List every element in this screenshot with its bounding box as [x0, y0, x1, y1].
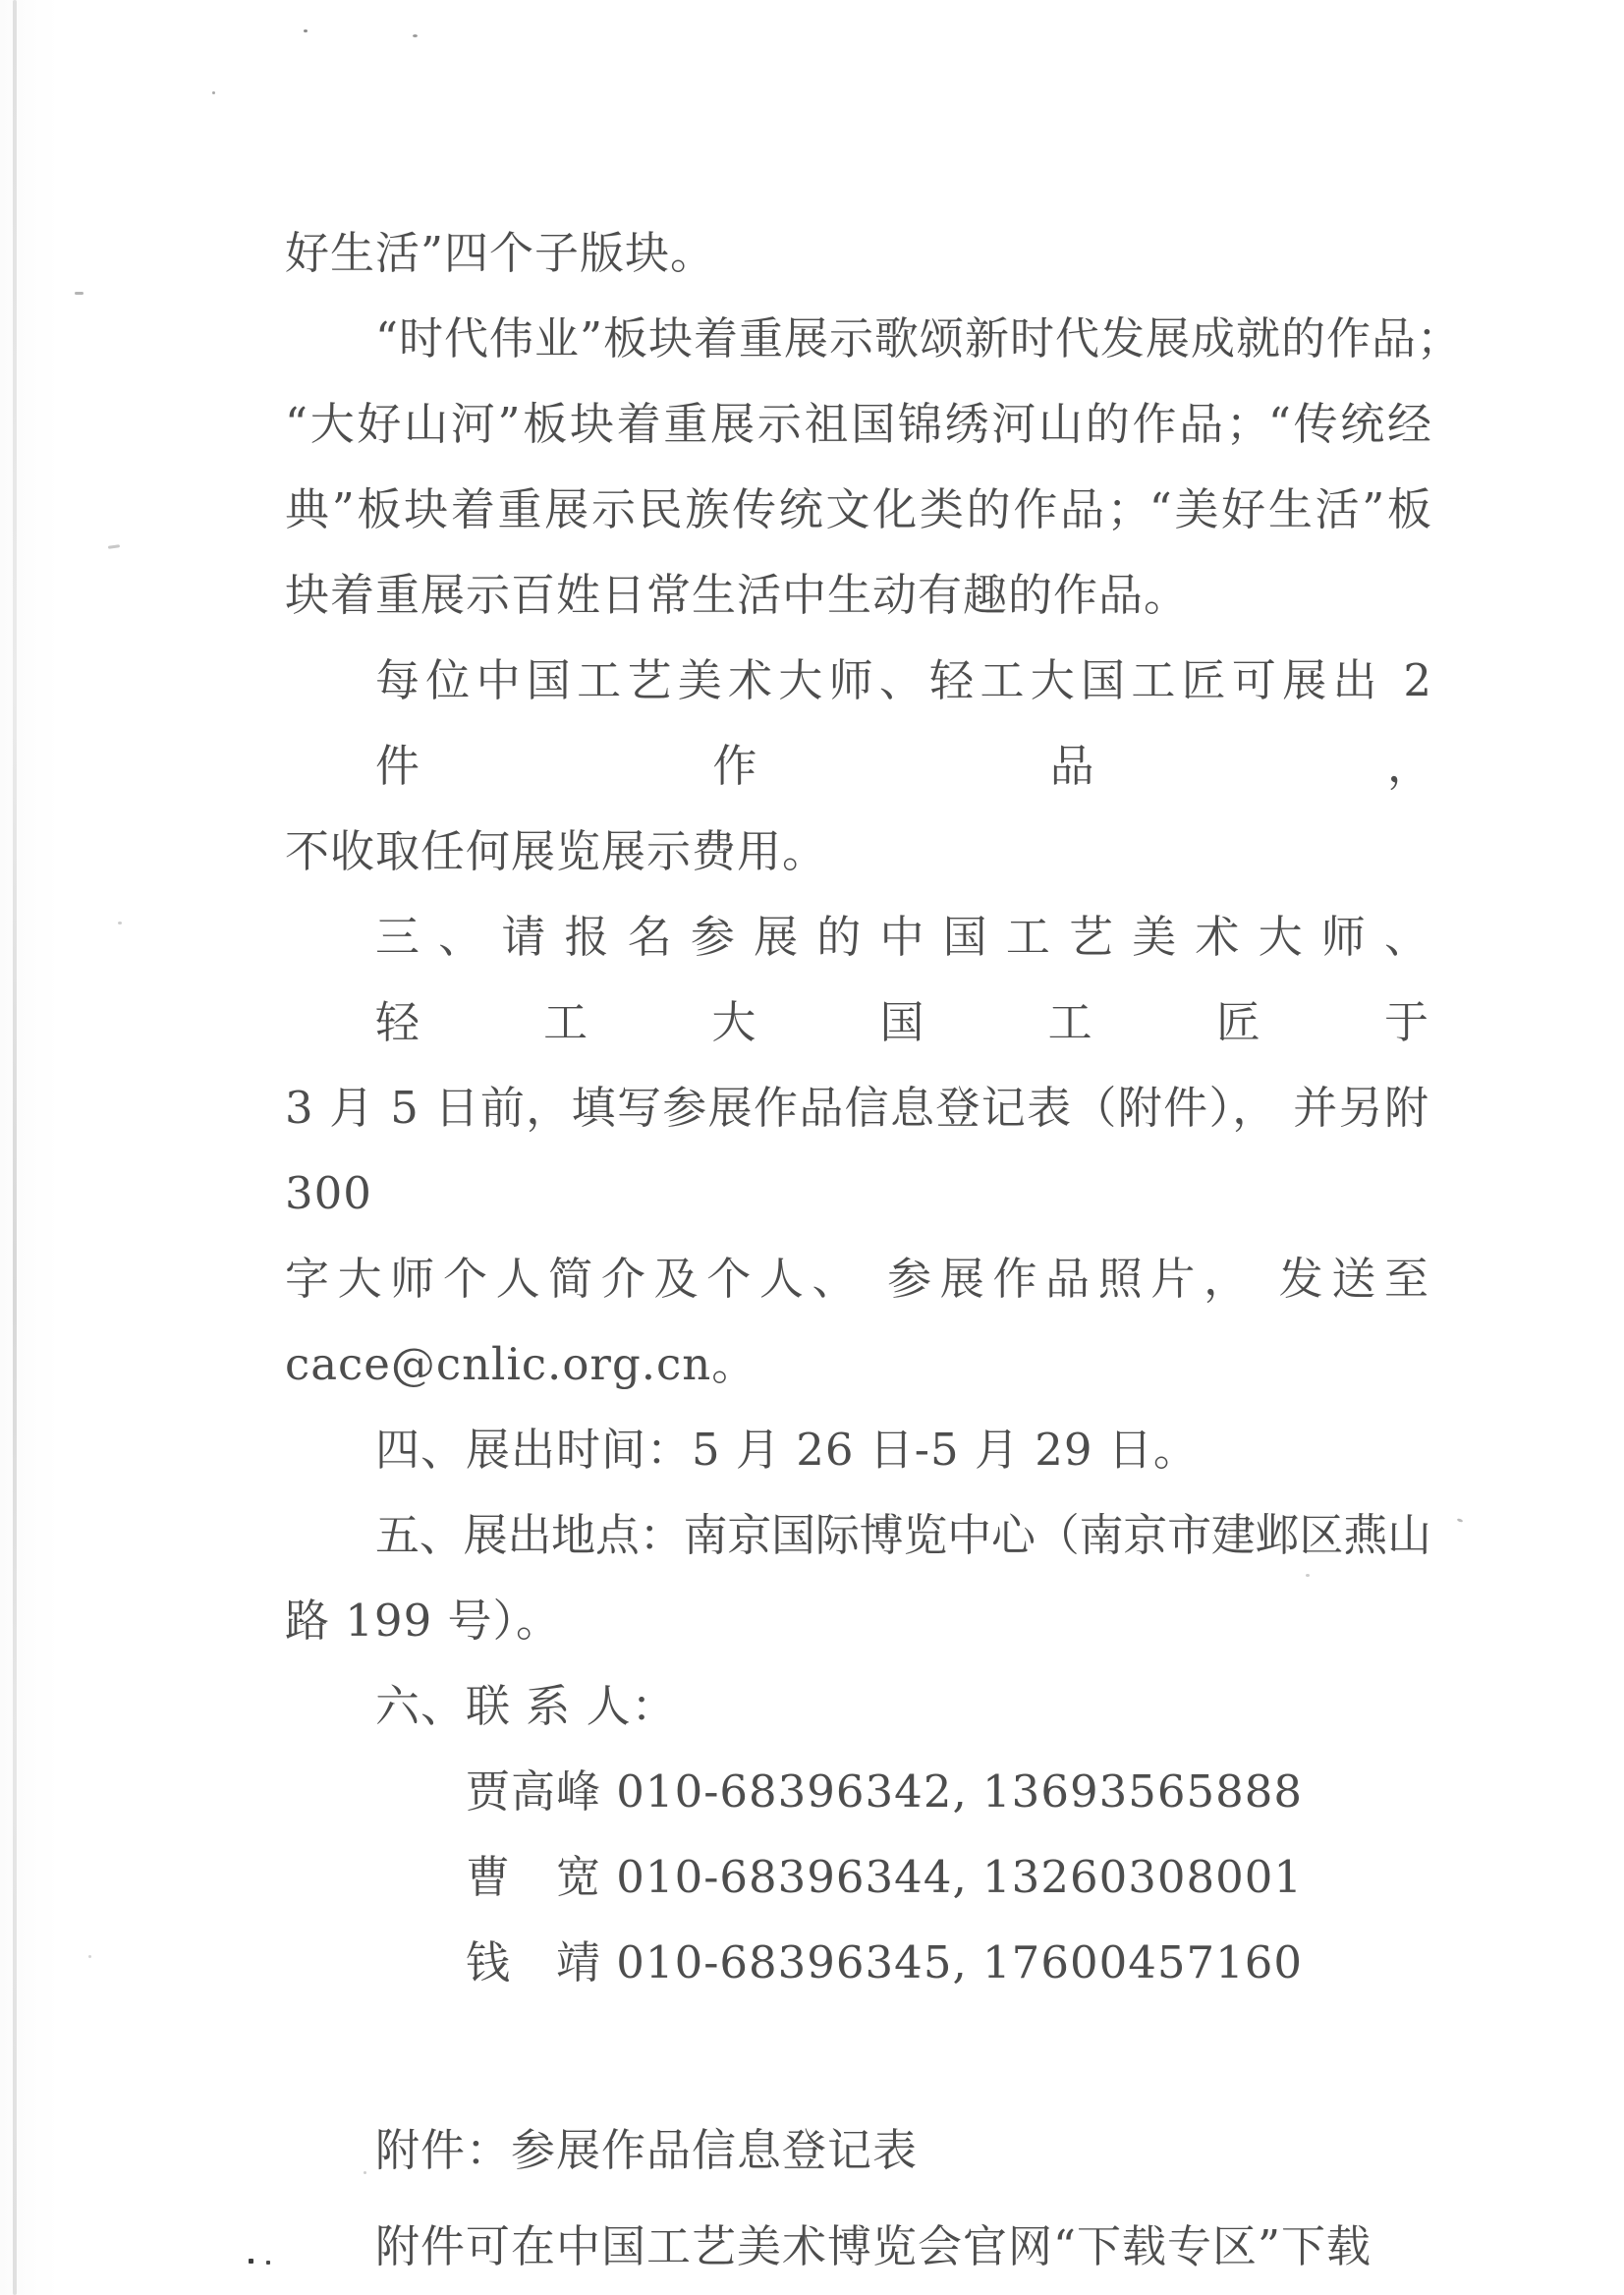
scan-speck	[212, 91, 215, 94]
notice-body	[285, 210, 1463, 2289]
doc-line-board-life: 块着重展示百姓日常生活中生动有趣的作品。	[285, 569, 1190, 621]
doc-line-board-era: “时代伟业”板块着重展示歌颂新时代发展成就的作品；	[375, 312, 1463, 364]
doc-line-deadline: 3 月 5 日前，填写参展作品信息登记表（附件）， 并另附 300	[285, 1082, 1429, 1219]
doc-line-two-works: 每位中国工艺美术大师、轻工大国工匠可展出 2 件作品，	[375, 654, 1429, 792]
contact-row-jia-gaofeng: 贾高峰 010-68396342, 13693565888	[466, 1765, 1303, 1818]
scan-speck	[75, 292, 84, 295]
scan-speck	[118, 922, 122, 924]
doc-line-item3-start: 三、请报名参展的中国工艺美术大师、轻工大国工匠于	[375, 911, 1429, 1048]
contact-row-cao-kuan: 曹 宽 010-68396344, 13260308001	[466, 1851, 1303, 1903]
doc-line-subblocks-end: 好生活”四个子版块。	[285, 227, 716, 279]
email-text: cace@cnlic.org.cn。	[285, 1338, 757, 1390]
scan-speck	[88, 1955, 91, 1958]
scan-speck	[266, 2261, 270, 2265]
scan-speck	[249, 2259, 253, 2264]
doc-line-profile-photos: 字大师个人简介及个人、 参展作品照片， 发送至	[285, 1253, 1429, 1305]
attachment-note: 附件：参展作品信息登记表	[375, 2124, 919, 2176]
doc-line-venue-address-end: 路 199 号）。	[285, 1595, 561, 1647]
contact-row-qian-jing: 钱 靖 010-68396345, 17600457160	[466, 1936, 1303, 1988]
doc-line-no-fee: 不收取任何展览展示费用。	[285, 825, 828, 877]
doc-line-item6-contacts: 六、联 系 人：	[375, 1680, 677, 1732]
doc-line-item5-venue: 五、展出地点：南京国际博览中心（南京市建邺区燕山	[375, 1509, 1429, 1561]
doc-line-item4-dates: 四、展出时间：5 月 26 日-5 月 29 日。	[375, 1424, 1199, 1476]
scan-speck	[304, 29, 308, 32]
scan-edge-streak	[13, 0, 17, 2295]
attachment-download-note: 附件可在中国工艺美术博览会官网“下载专区”下载	[375, 2220, 1372, 2272]
scan-speck	[413, 34, 418, 37]
doc-line-board-rivers: “大好山河”板块着重展示祖国锦绣河山的作品；“传统经	[285, 398, 1429, 450]
doc-line-board-classic: 典”板块着重展示民族传统文化类的作品；“美好生活”板	[285, 483, 1429, 535]
